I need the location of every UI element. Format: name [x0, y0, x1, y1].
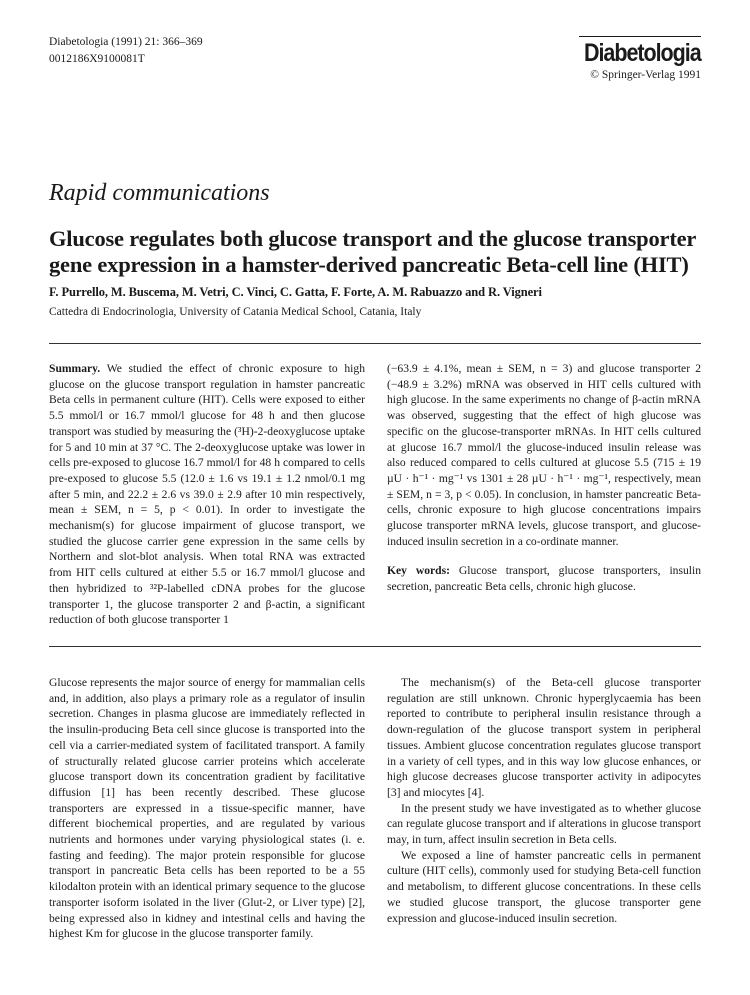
- abstract-text-2: (−63.9 ± 4.1%, mean ± SEM, n = 3) and glucose transporter 2 (−48.9 ± 3.2%) mRNA was observed in HIT cells cultured with high glucose. In the same experiments no change of β-actin mRNA was observed, suggesting that the effect of high glucose was specific on the glucose-transporter mRNAs. In HIT cells cultured at glucose 16.7 mmol/l the glucose-induced insulin release was also reduced compared to cells cultured at glucose 5.5 (715 ± 19 µU · h⁻¹ · mg⁻¹ vs 1301 ± 28 µU · h⁻¹ · mg⁻¹, respectively, mean ± SEM, n = 3, p < 0.05). In conclusion, in hamster pancreatic Beta-cells, chronic exposure to high glucose concentrations impairs glucose transporter mRNA levels, glucose transport, and glucose-induced insulin secretion in a co-ordinate manner.: [387, 362, 701, 548]
- abstract-column-left: [49, 361, 365, 628]
- body-paragraph-2: The mechanism(s) of the Beta-cell glucose transporter regulation are still unknown. Chronic hyperglycaemia has been reported to contribute to peripheral insulin resistance through a down-regulation of the glucose transport system in peripheral tissues. Ambient glucose concentration regulates glucose transport in a variety of cell types, and in this way low glucose enhances, or high glucose decreases glucose transporter activity in adipocytes [3] and miocytes [4].: [387, 676, 701, 799]
- rule-bottom: [49, 646, 701, 647]
- body-column-right: [387, 675, 701, 926]
- abstract-label: Summary.: [49, 362, 101, 375]
- rule-top: [49, 343, 701, 344]
- section-heading: Rapid communications: [49, 180, 270, 206]
- journal-brand: [565, 36, 701, 81]
- journal-citation: Diabetologia (1991) 21: 366–369: [49, 36, 203, 48]
- body-column-left: [49, 675, 365, 942]
- paper-title: Glucose regulates both glucose transport and the glucose transporter gene expression in a hamster-derived pancreatic Beta-cell line (HIT): [49, 226, 696, 277]
- journal-meta: [49, 34, 203, 68]
- brand-rule: [579, 36, 701, 37]
- copyright: © Springer-Verlag 1991: [590, 69, 701, 81]
- body-paragraph-4: We exposed a line of hamster pancreatic cells in permanent culture (HIT cells), commonly used for studying Beta-cell function and metabolism, to different glucose concentrations. In these cells we studied glucose transport, the glucose transporter gene expression and glucose-induced insulin secretion.: [387, 848, 701, 925]
- abstract-text-1: We studied the effect of chronic exposure to high glucose on the glucose transport regulation in hamster pancreatic Beta cells in permanent culture (HIT). Cells were exposed to either 5.5 mmol/l or 16.7 mmol/l glucose for 48 h and then glucose transport was studied by measuring the (³H)-2-deoxyglucose uptake for 5 and 10 min at 37 °C. The 2-deoxyglucose uptake was lower in cells pre-exposed to glucose 16.7 mmol/l for 48 h compared to cells pre-exposed to glucose 5.5 (12.0 ± 1.6 vs 19.1 ± 1.2 nmol/0.1 mg after 5 min, and 22.2 ± 2.6 vs 39.0 ± 2.9 after 10 min respectively, mean ± SEM, n = 5, p < 0.01). In order to investigate the mechanism(s) for glucose impairment of glucose transport, we studied the glucose carrier gene expression in the same cells by Northern and slot-blot analysis. When total RNA was extracted from HIT cells cultured at either 5.5 or 16.7 mmol/l glucose and then hybridized to ³²P-labelled cDNA probes for the glucose transporter 1, the glucose transporter 2 and β-actin, a significant reduction of both glucose transporter 1: [49, 362, 365, 627]
- affiliation: Cattedra di Endocrinologia, University of Catania Medical School, Catania, Italy: [49, 306, 422, 318]
- abstract-column-right: [387, 361, 701, 595]
- journal-logo: Diabetologia: [584, 39, 701, 67]
- keywords-text: Glucose transport, glucose transporters, insulin secretion, pancreatic Beta cells, chronic high glucose.: [387, 564, 702, 594]
- keywords-label: Key words:: [387, 564, 450, 578]
- author-list: F. Purrello, M. Buscema, M. Vetri, C. Vinci, C. Gatta, F. Forte, A. M. Rabuazzo and R. Vigneri: [49, 285, 542, 299]
- body-paragraph-1: Glucose represents the major source of energy for mammalian cells and, in addition, also plays a primary role as a regulator of insulin secretion. Changes in plasma glucose are immediately reflected in the insulin-producing Beta cell since glucose is transported into the cell via a carrier-mediated system of facilitated transport. A family of structurally related glucose carrier proteins which accelerate glucose transport down its concentration gradient by facilitative diffusion [1] has been recently described. These glucose transporters are expressed in a tissue-specific manner, have different biochemical properties, and are regulated by various nutrients and hormones under varying physiological states (i. e. fasting and feeding). The major protein responsible for glucose transport in pancreatic Beta cells has been reported to be a 55 kilodalton protein with an identical primary sequence to the glucose transporter isoform isolated in the liver (Glut-2, or Liver type) [2], being expressed also in kidney and intestinal cells and having the highest Km for glucose in the glucose transporter family.: [49, 676, 365, 941]
- body-paragraph-3: In the present study we have investigated as to whether glucose can regulate glucose transport and if alterations in glucose transport may, in turn, affect insulin secretion in Beta cells.: [387, 801, 701, 847]
- journal-code: 0012186X9100081T: [49, 53, 145, 65]
